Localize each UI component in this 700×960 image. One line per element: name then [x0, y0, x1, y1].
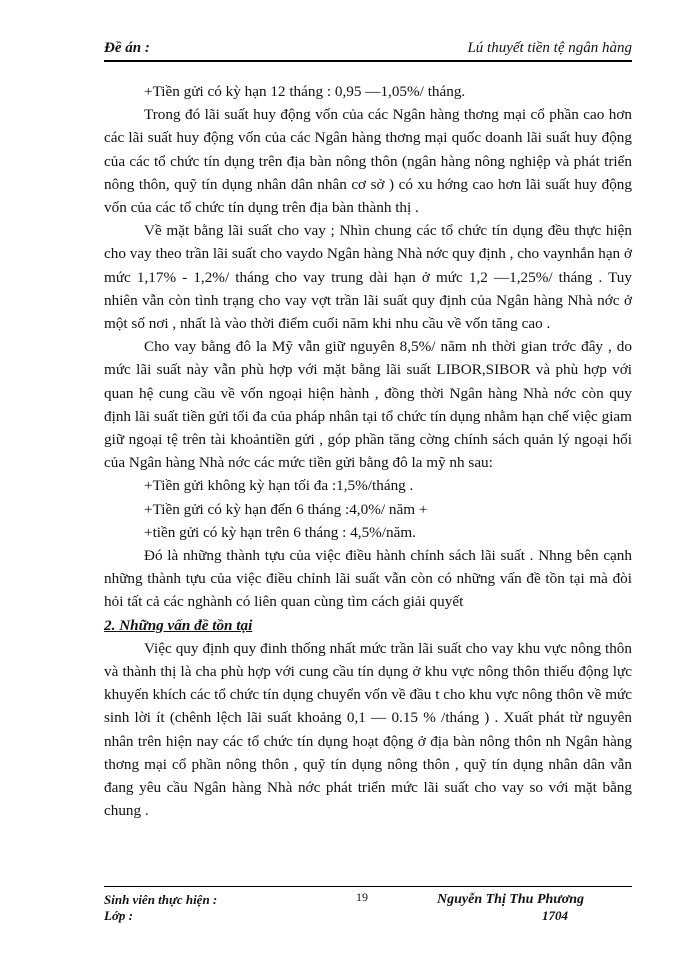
paragraph-8: Đó là những thành tựu của việc điều hành chính sách lãi suất . Nhng bên cạnh những thành tựu của việc điều chỉnh lãi suất vẫn còn có những vấn đề tồn tại mà đòi hỏi tất cả các nghành có liên quan cùng tìm cách giải quyết — [104, 547, 632, 611]
paragraph-7: +tiền gửi có kỳ hạn trên 6 tháng : 4,5%/năm. — [144, 523, 416, 541]
paragraph-9: Việc quy định quy đinh thống nhất mức trần lãi suất cho vay khu vực nông thôn và thành thị là cha phù hợp với cung cầu tín dụng ở khu vực nông thôn thiếu động lực khuyến khích các tổ chức tín dụng chuyển vốn về đầu t cho khu vực nông thôn về mức sinh lời ít (chênh lệch lãi suất khoảng 0,1 — 0.15 % /tháng ) . Xuất phát từ nguyên nhân trên hiện nay các tổ chức tín dụng hoạt động ở địa bàn nông thôn nh Ngân hàng thơng mại cổ phần nông thôn , quỹ tín dụng nông thôn , quỹ tín dụng nhân dân vẫn đang yêu cầu Ngân hàng Nhà nớc phát triển mức lãi suất cho vay so với mặt bằng chung . — [104, 639, 632, 820]
section-title: 2. Những vấn đề tồn tại — [104, 616, 253, 634]
paragraph-4: Cho vay bằng đô la Mỹ vẫn giữ nguyên 8,5%/ năm nh thời gian trớc đây , do mức lãi suất này vẫn phù hợp với mặt bằng lãi suất LIBOR,SIBOR và phù hợp với quan hệ cung cầu về vốn ngoại hiện hành , đồng thời Ngân hàng Nhà nớc còn quy định lãi suất tiền gửi tối đa của pháp nhân tại tổ chức tín dụng nhằm hạn chế việc giam giữ ngoại tệ trên tài khoảntiền gửi , góp phần tăng cờng chính sách quản lý ngoại hối của Ngân hàng Nhà nớc các mức tiền gửi bằng đô la mỹ nh sau: — [104, 338, 632, 472]
paragraph-6: +Tiền gửi có kỳ hạn đến 6 tháng :4,0%/ năm + — [144, 500, 428, 518]
document-body — [104, 80, 632, 823]
footer-student-label: Sinh viên thực hiện : — [104, 892, 218, 907]
footer-author-name: Nguyễn Thị Thu Phương — [437, 892, 584, 907]
footer-class-label: Lớp : — [104, 908, 133, 923]
paragraph-2: Trong đó lãi suất huy động vốn của các Ngân hàng thơng mại cổ phần cao hơn các lãi suất huy động vốn của các Ngân hàng thơng mại quốc doanh lãi suất huy động của các tổ chức tín dụng trên địa bàn nông thôn (ngân hàng nông nghiệp và phát triển nông thôn, quỹ tín dụng nhân dân nhân cơ sở ) có xu hớng cao hơn lãi suất huy động vốn của các tổ chức tín dụng trên địa bàn thành thị . — [104, 106, 632, 217]
page-header — [104, 36, 632, 62]
paragraph-3: Về mặt bằng lãi suất cho vay ; Nhìn chung các tổ chức tín dụng đều thực hiện cho vay theo trần lãi suất cho vaydo Ngân hàng Nhà nớc quy định , cho vaynhắn hạn ở mức 1,17% - 1,2%/ tháng cho vay trung dài hạn ở mức 1,2 —1,25%/ tháng . Tuy nhiên vẫn còn tình trạng cho vay vợt trần lãi suất quy định của Ngân hàng Nhà nớc ở một số nơi , nhất là vào thời điểm cuối năm khi nhu cầu về vốn tăng cao . — [104, 222, 632, 333]
footer-class-code: 1704 — [542, 908, 568, 923]
header-rule — [104, 60, 632, 62]
section-heading — [104, 614, 632, 637]
page-number: 19 — [356, 890, 368, 904]
header-right: Lú thuyết tiền tệ ngân hàng — [467, 40, 632, 56]
page-footer — [104, 886, 632, 926]
paragraph-1: +Tiền gửi có kỳ hạn 12 tháng : 0,95 —1,05%/ tháng. — [144, 83, 466, 100]
paragraph-5: +Tiền gửi không kỳ hạn tối đa :1,5%/tháng . — [144, 477, 414, 495]
footer-rule — [104, 886, 632, 887]
header-left: Đề án : — [104, 40, 150, 56]
